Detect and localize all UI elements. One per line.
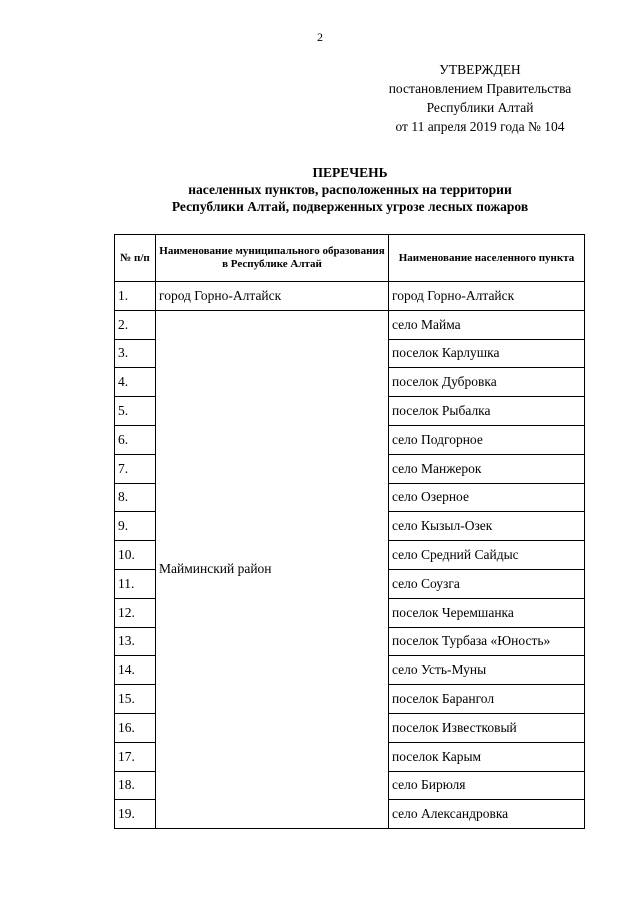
row-number: 8. xyxy=(115,483,156,512)
settlement-cell: село Майма xyxy=(389,310,585,339)
approval-line: от 11 апреля 2019 года № 104 xyxy=(395,119,565,134)
row-number: 12. xyxy=(115,598,156,627)
settlement-cell: поселок Дубровка xyxy=(389,368,585,397)
table-row xyxy=(115,310,585,339)
table-row xyxy=(115,282,585,311)
municipality-cell: Майминский район xyxy=(156,310,389,828)
header-num: № п/п xyxy=(115,235,156,282)
header-municipality: Наименование муниципального образования в Республике Алтай xyxy=(156,235,389,282)
document-subtitle: Республики Алтай, подверженных угрозе лесных пожаров xyxy=(171,199,529,214)
municipality-cell: город Горно-Алтайск xyxy=(156,282,389,311)
settlement-cell: поселок Турбаза «Юность» xyxy=(389,627,585,656)
row-number: 13. xyxy=(115,627,156,656)
header-settlement: Наименование населенного пункта xyxy=(389,235,585,282)
page-number: 2 xyxy=(317,30,323,44)
row-number: 15. xyxy=(115,685,156,714)
row-number: 16. xyxy=(115,713,156,742)
row-number: 4. xyxy=(115,368,156,397)
approval-stamp xyxy=(360,60,600,136)
settlement-cell: поселок Карым xyxy=(389,742,585,771)
table-header-row xyxy=(115,235,585,282)
approval-line: Республики Алтай xyxy=(426,100,534,115)
row-number: 7. xyxy=(115,454,156,483)
settlement-cell: город Горно-Алтайск xyxy=(389,282,585,311)
settlement-cell: село Кызыл-Озек xyxy=(389,512,585,541)
document-heading xyxy=(80,164,620,215)
settlement-cell: село Соузга xyxy=(389,569,585,598)
row-number: 17. xyxy=(115,742,156,771)
settlement-cell: поселок Карлушка xyxy=(389,339,585,368)
row-number: 5. xyxy=(115,397,156,426)
approval-title: УТВЕРЖДЕН xyxy=(439,62,521,77)
settlement-cell: село Бирюля xyxy=(389,771,585,800)
settlement-cell: поселок Черемшанка xyxy=(389,598,585,627)
row-number: 1. xyxy=(115,282,156,311)
document-title: ПЕРЕЧЕНЬ xyxy=(312,165,388,180)
settlement-cell: село Усть-Муны xyxy=(389,656,585,685)
settlement-cell: село Александровка xyxy=(389,800,585,829)
settlement-cell: село Подгорное xyxy=(389,425,585,454)
settlements-table xyxy=(114,234,585,829)
settlement-cell: поселок Известковый xyxy=(389,713,585,742)
approval-line: постановлением Правительства xyxy=(388,81,572,96)
row-number: 2. xyxy=(115,310,156,339)
row-number: 6. xyxy=(115,425,156,454)
row-number: 10. xyxy=(115,541,156,570)
row-number: 3. xyxy=(115,339,156,368)
settlement-cell: поселок Рыбалка xyxy=(389,397,585,426)
row-number: 18. xyxy=(115,771,156,800)
document-subtitle: населенных пунктов, расположенных на территории xyxy=(188,182,512,197)
row-number: 19. xyxy=(115,800,156,829)
settlement-cell: село Озерное xyxy=(389,483,585,512)
settlement-cell: село Средний Сайдыс xyxy=(389,541,585,570)
row-number: 11. xyxy=(115,569,156,598)
row-number: 14. xyxy=(115,656,156,685)
row-number: 9. xyxy=(115,512,156,541)
settlement-cell: село Манжерок xyxy=(389,454,585,483)
settlement-cell: поселок Барангол xyxy=(389,685,585,714)
